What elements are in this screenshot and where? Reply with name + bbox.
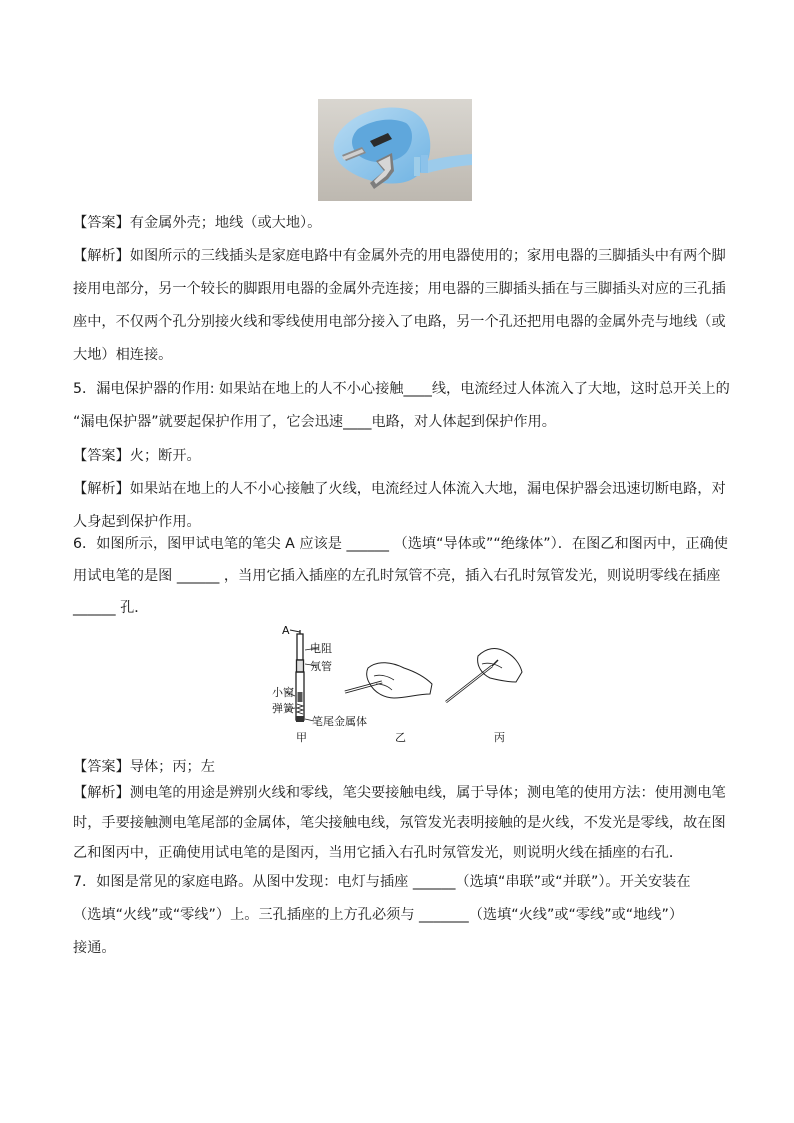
hand-with-pen-yi [345,663,432,698]
q6-question-line: 用试电笔的是图 ______ ，当用它插入插座的左孔时氖管不亮，插入右孔时氖管发光，则说明零线在插座 [73,568,721,584]
label-window: 小窗 [272,686,294,699]
q4-answer-text: 【答案】有金属外壳；地线（或大地）。 [73,215,322,231]
hand-with-pen-bing [446,649,522,702]
q6-analysis-line: 【解析】测电笔的用途是辨别火线和零线，笔尖要接触电线，属于导体；测电笔的使用方法：使用测电笔 [73,785,726,801]
q5-question [73,373,733,439]
q5-question-line: 5．漏电保护器的作用: 如果站在地上的人不小心接触____线，电流经过人体流入了大地，这时总开关上的 [73,381,730,397]
test-pen-figure [270,620,532,746]
q5-question-line: “漏电保护器”就要起保护作用了，它会迅速____电路，对人体起到保护作用。 [73,414,556,430]
q6-analysis [73,778,733,868]
q7-question-line: （选填“火线”或“零线”）上。三孔插座的上方孔必须与 _______（选填“火线”或“零线”或“地线”） [73,907,684,923]
label-a: A [282,624,290,637]
label-resistor: 电阻 [310,642,332,655]
q4-analysis-line: 座中，不仅两个孔分别接火线和零线使用电部分接入了电路，另一个孔还把用电器的金属外壳与地线（或 [73,314,726,330]
q4-analysis-line: 【解析】如图所示的三线插头是家庭电路中有金属外壳的用电器使用的；家用电器的三脚插头中有两个脚 [73,248,726,264]
label-spring: 弹簧 [272,702,294,715]
q5-answer [73,440,733,473]
q5-analysis-line: 【解析】如果站在地上的人不小心接触了火线，电流经过人体流入大地，漏电保护器会迅速切断电路，对 [73,481,726,497]
q6-analysis-line: 乙和图丙中，正确使用试电笔的是图丙，当用它插入右孔时氖管发光，则说明火线在插座的右孔． [73,845,684,861]
q6-question-line: 6．如图所示，图甲试电笔的笔尖 A 应该是 ______ （选填“导体或”“绝缘体”）．在图乙和图丙中，正确使 [73,536,728,552]
q5-answer-text: 【答案】火；断开。 [73,448,201,464]
caption-jia: 甲 [296,731,307,744]
caption-bing: 丙 [494,731,505,744]
label-tail-metal: 笔尾金属体 [312,715,367,728]
caption-yi: 乙 [395,731,406,744]
q7-question-line: 7．如图是常见的家庭电路。从图中发现：电灯与插座 ______（选填“串联”或“并联”）。开关安装在 [73,874,691,890]
q6-question-line: ______ 孔． [73,600,149,616]
q6-answer-text: 【答案】导体；丙；左 [73,759,215,775]
q6-question [73,528,733,624]
three-pin-plug-image [318,99,472,201]
q5-analysis-line: 人身起到保护作用。 [73,514,201,530]
q4-answer [73,207,733,240]
q6-analysis-line: 时，手要接触测电笔尾部的金属体，笔尖接触电线，氖管发光表明接触的是火线，不发光是零线，故在图 [73,815,726,831]
label-neon: 氖管 [310,660,332,673]
q4-analysis-line: 大地）相连接。 [73,347,173,363]
q4-analysis [73,240,733,372]
q4-analysis-line: 接用电部分，另一个较长的脚跟用电器的金属外壳连接；用电器的三脚插头插在与三脚插头对应的三孔插 [73,281,726,297]
q7-question [73,866,733,965]
q7-question-line: 接通。 [73,940,116,956]
